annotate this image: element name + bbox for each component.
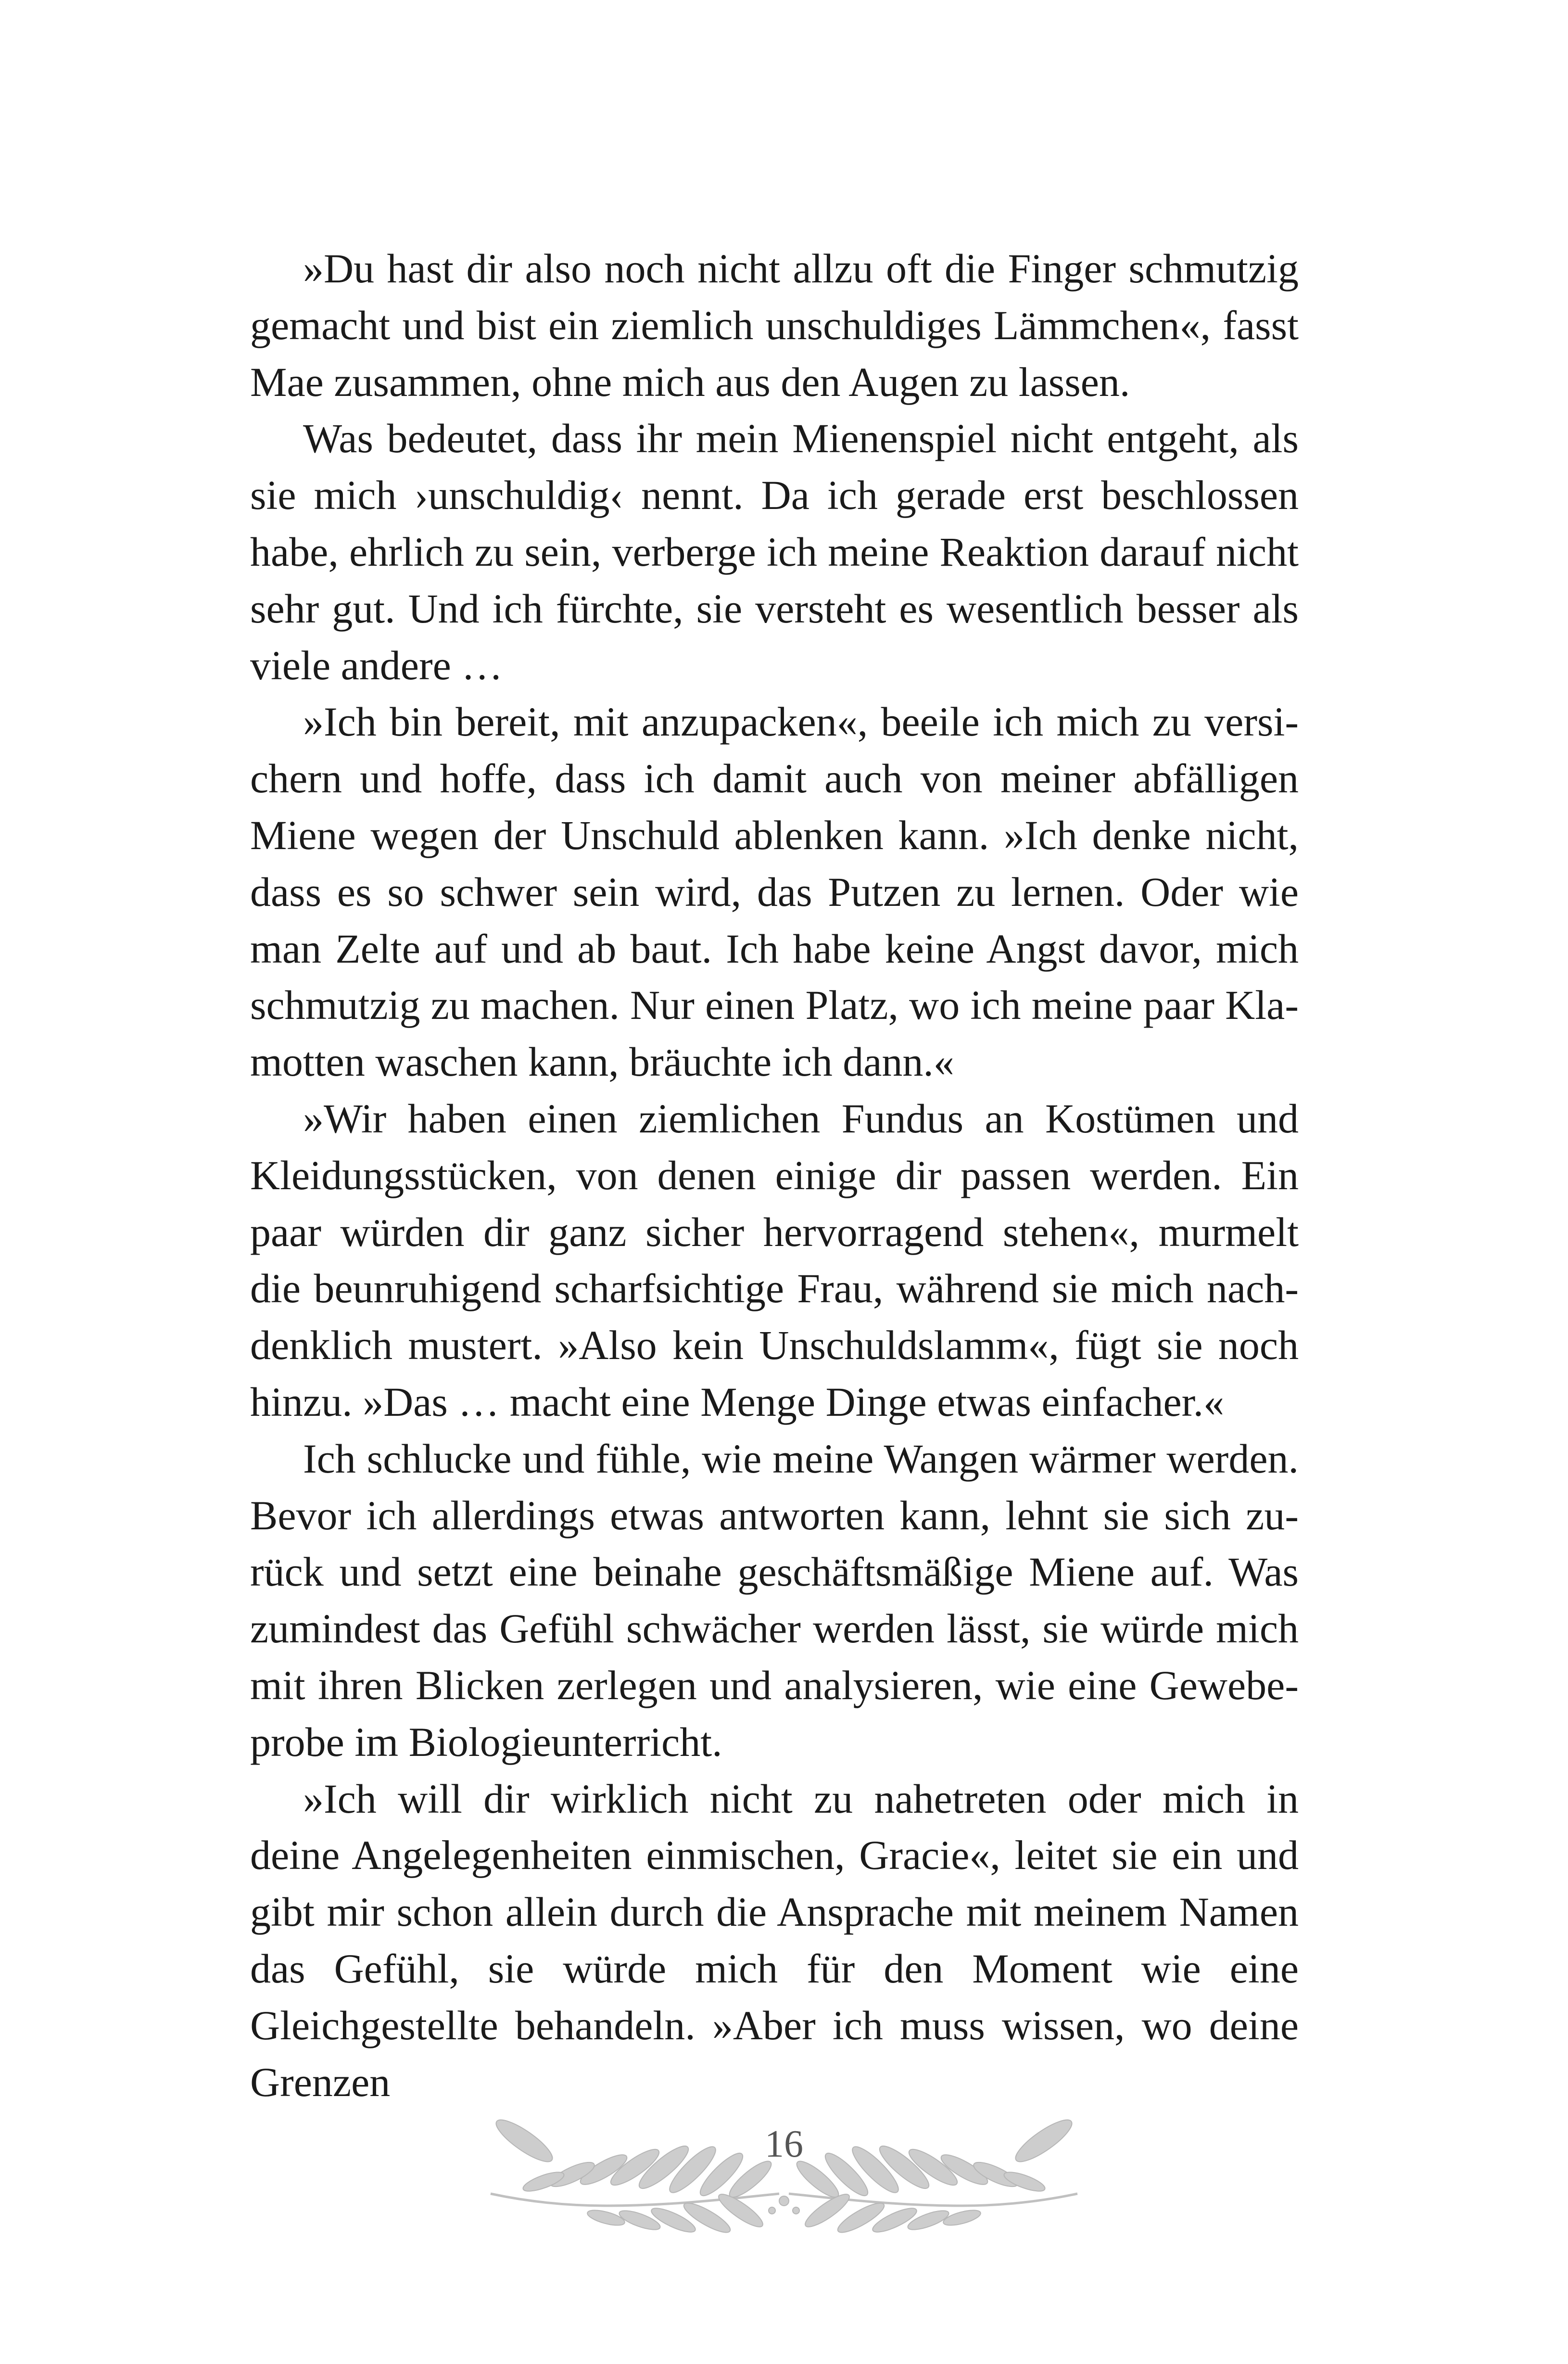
paragraph-6: »Ich will dir wirklich nicht zu nahetreten oder mich in deine Angelegenheiten einmischen, Gracie«, leitet sie ein und gibt mir schon allein durch die Ansprache mit meinem Namen das Gefühl, sie würde mich für den Moment wie eine Gleichgestellte behandeln. »Aber ich muss wissen, wo deine Grenzen <box>250 1775 1299 2105</box>
paragraph-1: »Du hast dir also noch nicht allzu oft die Finger schmutzig gemacht und bist ein ziemlich unschuldiges Lämmchen«, fasst Mae zusammen, ohne mich aus den Augen zu lassen. <box>250 245 1299 405</box>
page-footer <box>481 2102 1087 2247</box>
paragraph-3: »Ich bin bereit, mit anzupacken«, beeile ich mich zu versichern und hoffe, dass ich damit auch von meiner abfälligen Miene wegen der Unschuld ablenken kann. »Ich denke nicht, dass es so schwer sein wird, das Putzen zu lernen. Oder wie man Zelte auf und ab baut. Ich habe keine Angst davor, mich schmutzig zu machen. Nur einen Platz, wo ich meine paar Klamotten waschen kann, bräuchte ich dann.« <box>250 699 1299 1085</box>
paragraph-5: Ich schlucke und fühle, wie meine Wangen wärmer werden. Bevor ich allerdings etwas antworten kann, lehnt sie sich zurück und setzt eine beinahe geschäftsmäßige Miene auf. Was zumindest das Gefühl schwächer werden lässt, sie würde mich mit ihren Blicken zerlegen und analysieren, wie eine Gewebeprobe im Biologieunterricht. <box>250 1435 1299 1765</box>
body-text <box>250 241 1299 2110</box>
page-number: 16 <box>765 2123 803 2165</box>
paragraph-2: Was bedeutet, dass ihr mein Mienenspiel nicht entgeht, als sie mich ›unschuldig‹ nennt. Da ich gerade erst beschlossen habe, ehrlich zu sein, verberge ich meine Reaktion darauf nicht sehr gut. Und ich fürchte, sie versteht es wesentlich besser als viele andere … <box>250 415 1299 688</box>
paragraph-4: »Wir haben einen ziemlichen Fundus an Kostümen und Kleidungsstücken, von denen einige dir passen werden. Ein paar würden dir ganz sicher hervorragend stehen«, murmelt die beunruhigend scharfsichtige Frau, während sie mich nachdenklich mustert. »Also kein Unschuldslamm«, fügt sie noch hinzu. »Das … macht eine Menge Dinge etwas einfacher.« <box>250 1095 1299 1425</box>
